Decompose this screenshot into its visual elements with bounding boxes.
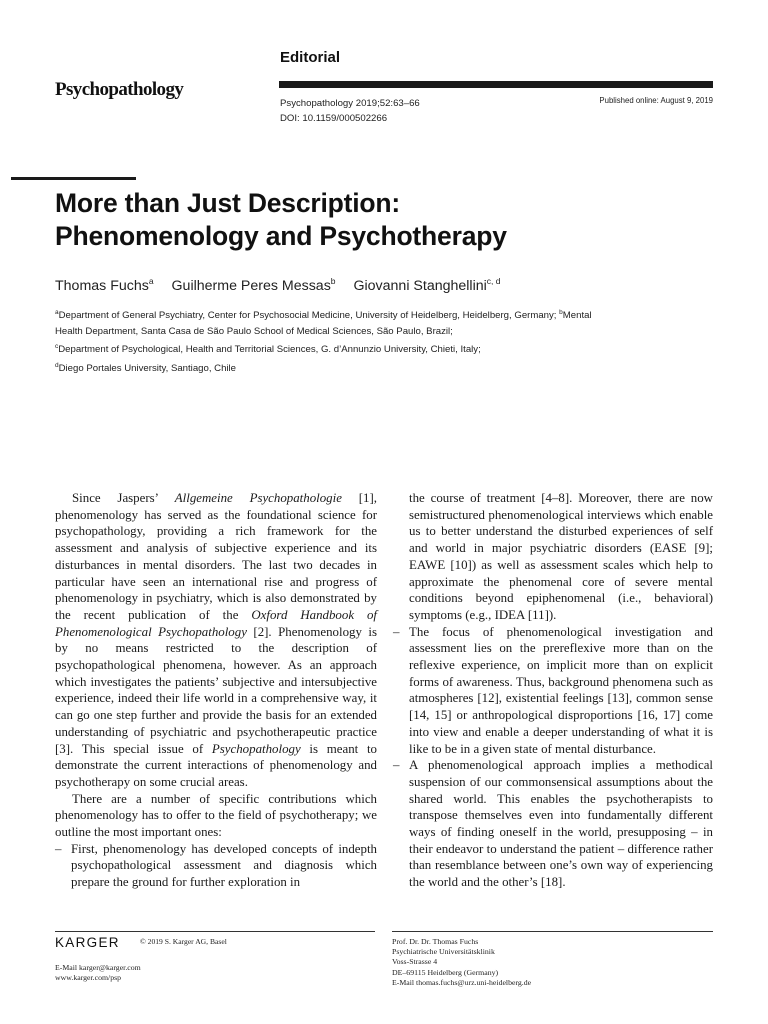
title-line-2: Phenomenology and Psychotherapy — [55, 221, 507, 251]
affiliation-line — [55, 305, 615, 339]
book-title: Allgemeine Psychopathologie — [174, 491, 342, 505]
corr-street: Voss-Strasse 4 — [392, 957, 438, 967]
published-date: Published online: August 9, 2019 — [599, 96, 713, 105]
affiliations — [55, 305, 615, 376]
corr-institution: Psychiatrische Universitätsklinik — [392, 947, 495, 957]
corr-city: DE–69115 Heidelberg (Germany) — [392, 967, 499, 977]
affiliation-mark: d — [55, 361, 59, 369]
affiliation-text: Department of General Psychiatry, Center for Psychosocial Medicine, University of Heidelberg, Heidelberg, Germany; — [58, 310, 557, 321]
list-dash: – — [55, 841, 62, 856]
book-title: Oxford Handbook of Phenomenological Psychopathology — [55, 607, 378, 639]
list-dash: – — [393, 624, 400, 639]
author[interactable] — [353, 278, 500, 294]
affiliation-mark: b — [559, 309, 563, 316]
list-item-continued: the course of treatment [4–8]. Moreover, there are now semistructured phenomenological interviews which enable us to better understand the disturbed experiences of self and world in major psychiatric disorders (EASE [9]; EAWE [10]) as well as assessment scales which help to approximate the phenomenal core of severe mental conditions beyond epiphenomenal (i.e., behavioral) symptoms (e.g., IDEA [11]). — [409, 491, 713, 622]
author-affiliation-mark: b — [330, 276, 336, 286]
list-item: – First, phenomenology has developed concepts of indepth psychopathological assessment and diagnosis which prepare the ground for further exploration in — [55, 841, 377, 890]
citation-volume: Psychopathology 2019;52:63–66 — [280, 98, 420, 109]
affiliation-mark: a — [55, 309, 59, 316]
author[interactable] — [55, 278, 154, 294]
section-label: Editorial — [280, 49, 341, 66]
title-line-1: More than Just Description: — [55, 188, 401, 218]
author-name: Thomas Fuchs — [55, 278, 149, 294]
list-item: – The focus of phenomenological investigation and assessment lies on the prereflexive more than on the reflexive experience, on implicit more than on explicit forms of awareness. Thus, background phenomena such as atmospheres [12], existential feelings [13], common sense [14, 15] or anthropological disproportions [16, 17] come into view and enable a deeper understanding of what it is like to be in a given state of mental disturbance. — [393, 624, 713, 756]
author-affiliation-mark: a — [148, 276, 154, 286]
copyright: © 2019 S. Karger AG, Basel — [140, 937, 227, 946]
journal-name: Psychopathology — [211, 741, 301, 756]
footer-rule — [55, 931, 375, 932]
author-name: Guilherme Peres Messas — [171, 278, 331, 294]
author-name: Giovanni Stanghellini — [353, 278, 487, 294]
title-rule — [11, 177, 136, 180]
affiliation-mark: c — [55, 343, 59, 350]
article-title — [55, 187, 715, 253]
body-paragraph: Since Jaspers’ Allgemeine Psychopathologie [1], phenomenology has served as the foundational science for psychopathology, providing a rich framework for the assessment and analysis of subjective experience and its disturbances in mental disorders. The last two decades in particular have seen an international rise and progress of phenomenology in psychiatry, which is also demonstrated by the recent publication of the Oxford Handbook of Phenomenological Psychopathology [2]. Phenomenology is by no means restricted to the description of psychopathological phenomena, however. As an approach which investigates the patients’ subjective and intersubjective experience, indeed their life world in a comprehensive way, it can go one step further and provide the basis for an extended understanding of psychiatric and psychotherapeutic practice [3]. This special issue of Psychopathology is meant to demonstrate the current interactions of phenomenology and psychotherapy on some crucial areas. — [55, 491, 378, 789]
affiliation-text: Department of Psychological, Health and Territorial Sciences, G. d’Annunzio University, Chieti, Italy; — [58, 344, 481, 355]
author-list — [55, 276, 514, 294]
publisher-website[interactable]: www.karger.com/psp — [55, 973, 122, 982]
affiliation-text: Mental Health Department, Santa Casa de São Paulo School of Medical Sciences, São Paulo, Brazil; — [55, 310, 592, 337]
body-column-right — [393, 490, 713, 891]
affiliation-line — [55, 339, 615, 358]
journal-logo: Psychopathology — [55, 79, 184, 100]
correspondence — [392, 937, 531, 988]
corr-name: Prof. Dr. Dr. Thomas Fuchs — [392, 937, 479, 946]
list-item: – A phenomenological approach implies a methodical suspension of our commonsensical assumptions about the shared world. This enables the psychotherapists to transpose themselves even into fundamentally different ways of finding oneself in the world, presupposing – in their endeavor to understand the patient – difference rather than resemblance between one’s own way of experiencing the world and the other’s [18]. — [393, 758, 713, 890]
publisher-logo: KARGER — [55, 935, 120, 950]
publisher-email[interactable]: E-Mail karger@karger.com — [55, 963, 141, 972]
publisher-contact — [55, 963, 141, 983]
body-paragraph: There are a number of specific contributions which phenomenology has to offer to the field of psychotherapy; we outline the most important ones: — [55, 791, 377, 840]
citation — [280, 96, 420, 126]
header-rule — [279, 81, 713, 88]
body-column-left — [55, 490, 377, 891]
citation-doi[interactable]: DOI: 10.1159/000502266 — [280, 113, 388, 124]
footer-rule — [392, 931, 713, 932]
author[interactable] — [172, 278, 336, 294]
corr-email[interactable]: E-Mail thomas.fuchs@urz.uni-heidelberg.de — [392, 977, 532, 987]
affiliation-line — [55, 358, 615, 377]
list-dash: – — [393, 758, 400, 773]
author-affiliation-mark: c, d — [486, 276, 501, 286]
affiliation-text: Diego Portales University, Santiago, Chile — [58, 362, 237, 374]
